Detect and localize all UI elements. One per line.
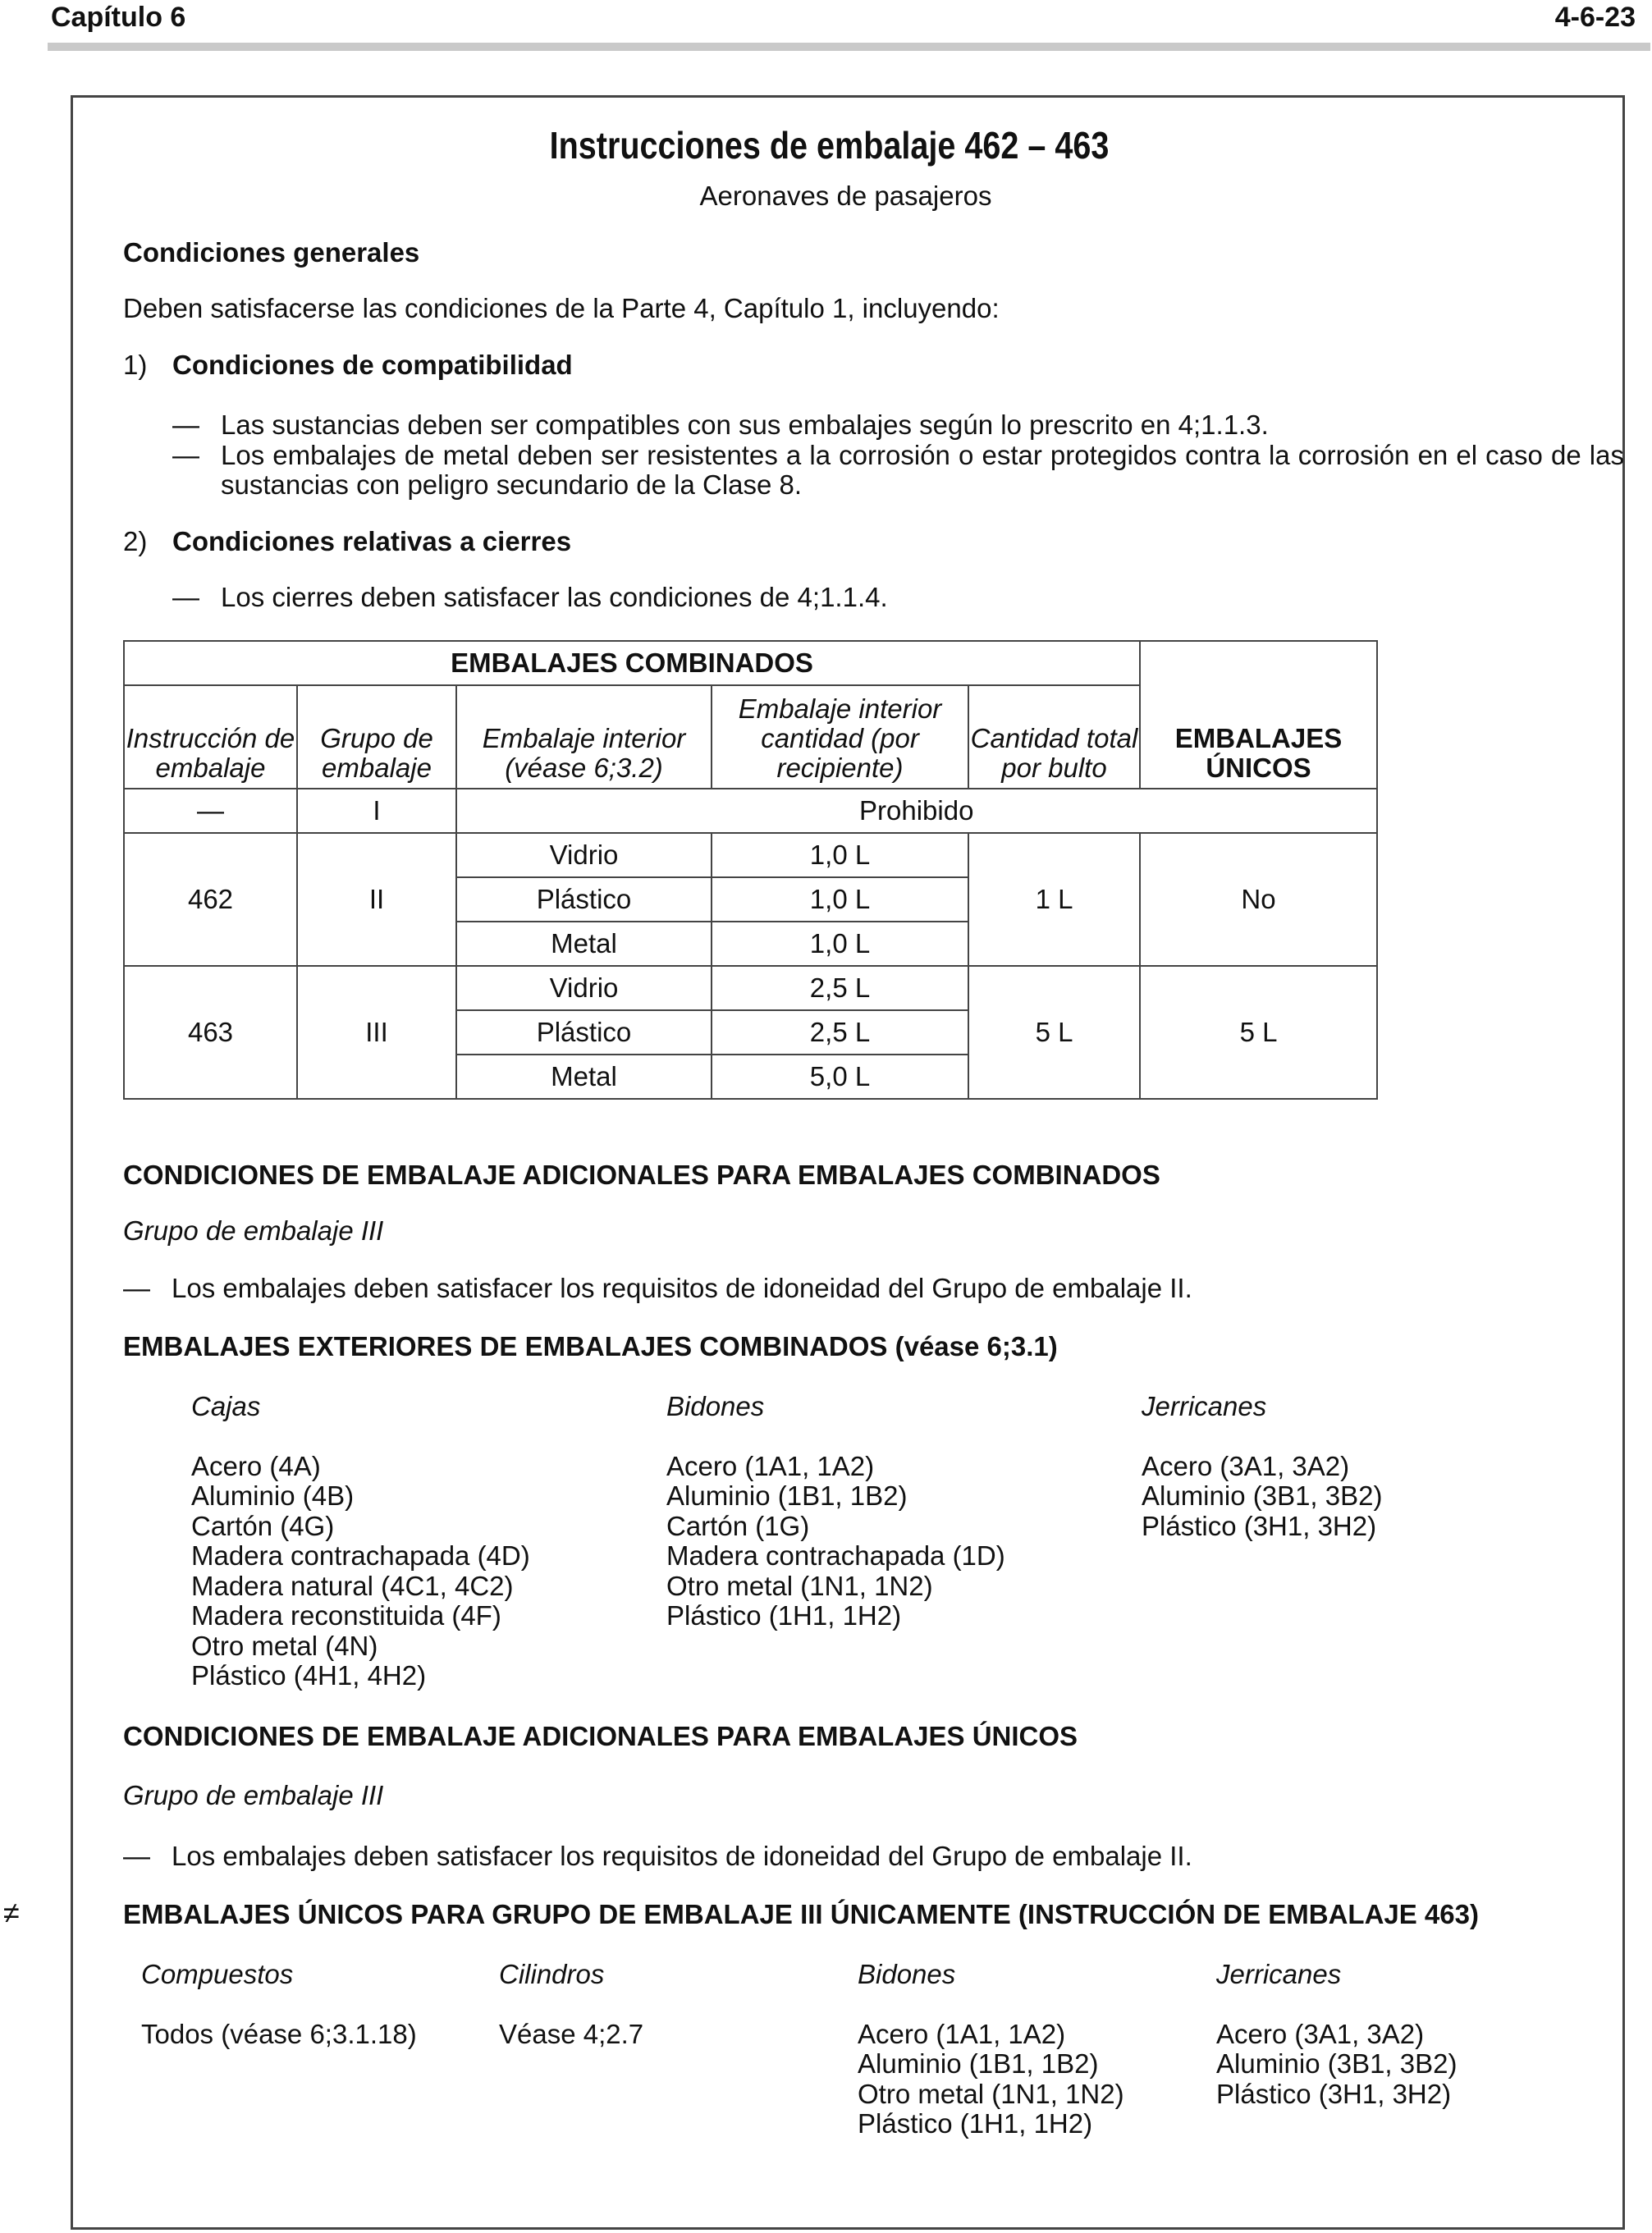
column-title: Bidones bbox=[666, 1391, 765, 1421]
list-item: Aluminio (4B) bbox=[191, 1480, 355, 1511]
column-title: Jerricanes bbox=[1142, 1391, 1267, 1421]
general-heading: Condiciones generales bbox=[123, 237, 420, 268]
list-item: Todos (véase 6;3.1.18) bbox=[141, 2018, 417, 2049]
list-item: Madera contrachapada (1D) bbox=[666, 1540, 1005, 1571]
group-cell: II bbox=[297, 833, 456, 966]
compat-item-2-text: Los embalajes de metal deben ser resistentes a la corrosión o estar protegidos contra la corrosión en el caso de las sustancias con peligro secundario de la Clase 8. bbox=[221, 440, 1624, 500]
inner-type-cell: Plástico bbox=[456, 877, 712, 922]
list-item: Acero (1A1, 1A2) bbox=[666, 1450, 875, 1481]
single-column-drums bbox=[858, 1960, 1124, 2139]
packing-table bbox=[123, 640, 1378, 1100]
instruction-cell: — bbox=[124, 789, 297, 833]
list-item: Aluminio (3B1, 3B2) bbox=[1216, 2048, 1458, 2079]
list-item: Plástico (3H1, 3H2) bbox=[1142, 1510, 1377, 1541]
instruction-header: Instrucción de embalaje bbox=[124, 685, 297, 789]
outer-packagings-heading: EMBALAJES EXTERIORES DE EMBALAJES COMBINADOS (véase 6;3.1) bbox=[123, 1331, 1058, 1361]
list-item: Acero (1A1, 1A2) bbox=[858, 2018, 1066, 2049]
page-header bbox=[0, 0, 1652, 57]
list-item: Aluminio (1B1, 1B2) bbox=[666, 1480, 908, 1511]
single-header: EMBALAJES ÚNICOS bbox=[1140, 641, 1377, 789]
dash: — bbox=[172, 410, 199, 440]
list-item: Otro metal (1N1, 1N2) bbox=[666, 1570, 933, 1601]
section-1-number: 1) bbox=[123, 350, 148, 380]
list-item: Otro metal (4N) bbox=[191, 1630, 378, 1661]
column-title: Cilindros bbox=[499, 1959, 605, 1989]
total-qty-header: Cantidad total por bulto bbox=[968, 685, 1140, 789]
combined-header: EMBALAJES COMBINADOS bbox=[124, 641, 1140, 685]
list-item: Acero (4A) bbox=[191, 1450, 321, 1481]
list-item: Cartón (1G) bbox=[666, 1510, 810, 1541]
page-subtitle: Aeronaves de pasajeros bbox=[699, 181, 992, 211]
section-1-title: Condiciones de compatibilidad bbox=[172, 350, 573, 380]
inner-header: Embalaje interior (véase 6;3.2) bbox=[456, 685, 712, 789]
inner-qty-cell: 1,0 L bbox=[712, 833, 968, 877]
group-cell: III bbox=[297, 966, 456, 1099]
chapter-label: Capítulo 6 bbox=[51, 2, 186, 33]
inner-qty-cell: 5,0 L bbox=[712, 1055, 968, 1099]
compat-item-1-text: Las sustancias deben ser compatibles con sus embalajes según lo prescrito en 4;1.1.3. bbox=[221, 410, 1269, 440]
additional-single-heading: CONDICIONES DE EMBALAJE ADICIONALES PARA EMBALAJES ÚNICOS bbox=[123, 1721, 1078, 1751]
inner-qty-header: Embalaje interior cantidad (por recipiente) bbox=[712, 685, 968, 789]
inner-type-cell: Metal bbox=[456, 922, 712, 966]
outer-column-drums bbox=[666, 1392, 1005, 1631]
dash: — bbox=[172, 582, 199, 612]
outer-column-boxes bbox=[191, 1392, 530, 1691]
inner-qty-cell: 2,5 L bbox=[712, 1010, 968, 1055]
inner-type-cell: Metal bbox=[456, 1055, 712, 1099]
additional-single-group: Grupo de embalaje III bbox=[123, 1780, 384, 1810]
column-title: Compuestos bbox=[141, 1959, 294, 1989]
additional-combined-item-text: Los embalajes deben satisfacer los requisitos de idoneidad del Grupo de embalaje II. bbox=[172, 1273, 1192, 1303]
list-item: Véase 4;2.7 bbox=[499, 2018, 644, 2049]
inner-qty-cell: 1,0 L bbox=[712, 877, 968, 922]
inner-type-cell: Plástico bbox=[456, 1010, 712, 1055]
outer-column-jerricans bbox=[1142, 1392, 1382, 1541]
single-column-jerricans bbox=[1216, 1960, 1457, 2109]
single-column-cylinders bbox=[499, 1960, 643, 2049]
section-2-title: Condiciones relativas a cierres bbox=[172, 526, 572, 556]
header-rule bbox=[48, 43, 1650, 51]
list-item: Plástico (4H1, 4H2) bbox=[191, 1660, 427, 1691]
closure-item-1-text: Los cierres deben satisfacer las condiciones de 4;1.1.4. bbox=[221, 582, 888, 612]
instruction-cell: 462 bbox=[124, 833, 297, 966]
group-cell: I bbox=[297, 789, 456, 833]
table-row-forbidden bbox=[124, 789, 1377, 833]
inner-type-cell: Vidrio bbox=[456, 966, 712, 1010]
single-cell: 5 L bbox=[1140, 966, 1377, 1099]
single-column-composites bbox=[141, 1960, 417, 2049]
general-intro: Deben satisfacerse las condiciones de la Parte 4, Capítulo 1, incluyendo: bbox=[123, 293, 1000, 323]
single-cell: No bbox=[1140, 833, 1377, 966]
instruction-cell: 463 bbox=[124, 966, 297, 1099]
column-title: Cajas bbox=[191, 1391, 261, 1421]
list-item: Otro metal (1N1, 1N2) bbox=[858, 2078, 1124, 2109]
total-qty-cell: 1 L bbox=[968, 833, 1140, 966]
dash: — bbox=[123, 1841, 150, 1871]
additional-combined-heading: CONDICIONES DE EMBALAJE ADICIONALES PARA EMBALAJES COMBINADOS bbox=[123, 1160, 1160, 1190]
additional-combined-group: Grupo de embalaje III bbox=[123, 1215, 384, 1246]
table-row bbox=[124, 966, 1377, 1010]
list-item: Acero (3A1, 3A2) bbox=[1216, 2018, 1425, 2049]
total-qty-cell: 5 L bbox=[968, 966, 1140, 1099]
dash: — bbox=[172, 440, 199, 470]
group-header: Grupo de embalaje bbox=[297, 685, 456, 789]
single-packagings-heading: EMBALAJES ÚNICOS PARA GRUPO DE EMBALAJE III ÚNICAMENTE (INSTRUCCIÓN DE EMBALAJE 463) bbox=[123, 1899, 1479, 1929]
column-title: Bidones bbox=[858, 1959, 956, 1989]
list-item: Plástico (1H1, 1H2) bbox=[666, 1600, 902, 1631]
inner-qty-cell: 1,0 L bbox=[712, 922, 968, 966]
column-title: Jerricanes bbox=[1216, 1959, 1342, 1989]
inner-qty-cell: 2,5 L bbox=[712, 966, 968, 1010]
page-title: Instrucciones de embalaje 462 – 463 bbox=[549, 124, 1110, 167]
additional-single-item-text: Los embalajes deben satisfacer los requisitos de idoneidad del Grupo de embalaje II. bbox=[172, 1841, 1192, 1871]
forbidden-cell: Prohibido bbox=[456, 789, 1377, 833]
section-2-number: 2) bbox=[123, 526, 148, 556]
dash: — bbox=[123, 1273, 150, 1303]
list-item: Aluminio (1B1, 1B2) bbox=[858, 2048, 1099, 2079]
page-number: 4-6-23 bbox=[1554, 2, 1636, 33]
list-item: Madera contrachapada (4D) bbox=[191, 1540, 530, 1571]
list-item: Cartón (4G) bbox=[191, 1510, 335, 1541]
list-item: Madera reconstituida (4F) bbox=[191, 1600, 501, 1631]
table-row bbox=[124, 833, 1377, 877]
list-item: Madera natural (4C1, 4C2) bbox=[191, 1570, 514, 1601]
list-item: Acero (3A1, 3A2) bbox=[1142, 1450, 1350, 1481]
inner-type-cell: Vidrio bbox=[456, 833, 712, 877]
change-mark: ≠ bbox=[3, 1896, 20, 1929]
list-item: Plástico (1H1, 1H2) bbox=[858, 2108, 1093, 2139]
list-item: Aluminio (3B1, 3B2) bbox=[1142, 1480, 1383, 1511]
list-item: Plástico (3H1, 3H2) bbox=[1216, 2078, 1452, 2109]
